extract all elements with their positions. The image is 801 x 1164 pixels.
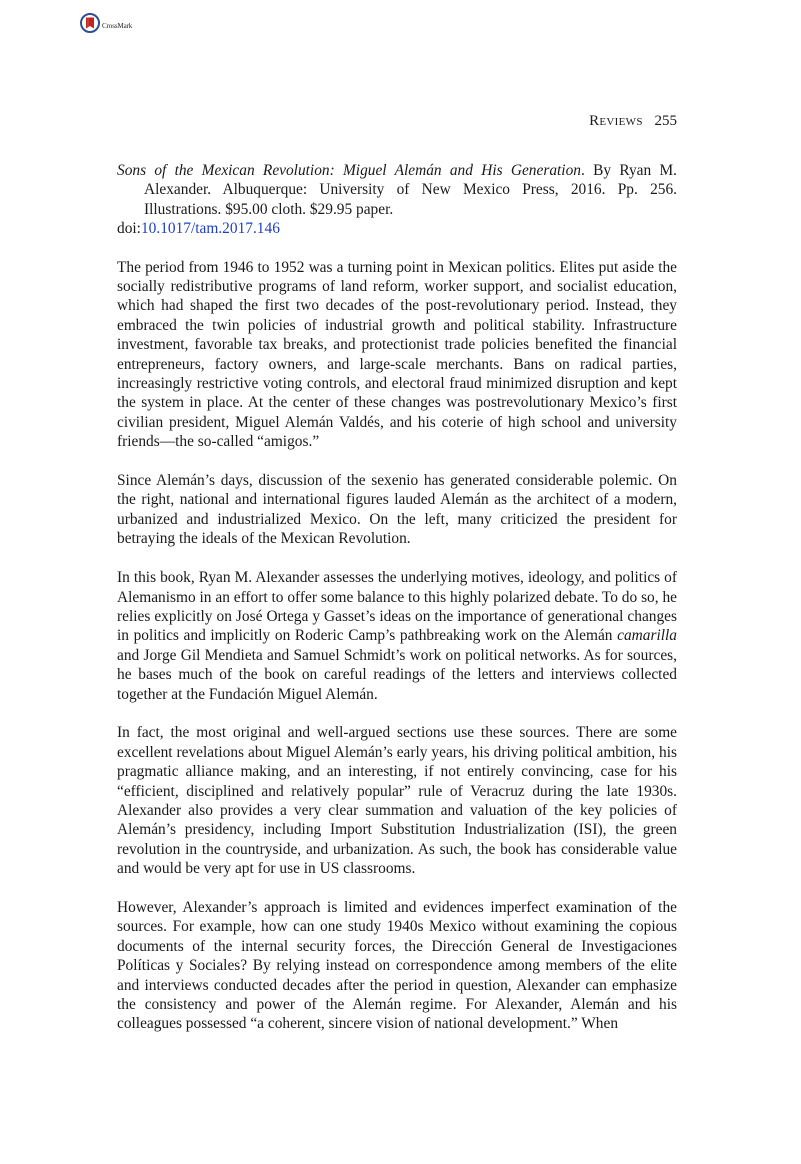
crossmark-badge[interactable]: [80, 13, 132, 38]
book-citation: [117, 161, 677, 239]
citation-details: . By Ryan M. Alexander. Albuquerque: University of New Mexico Press, 2016. Pp. 256. Illustrations. $95.00 cloth. $29.95 paper.: [144, 162, 677, 218]
paragraph-4: In fact, the most original and well-argued sections use these sources. There are some excellent revelations about Miguel Alemán’s early years, his driving political ambition, his pragmatic alliance making, and an interesting, if not entirely convincing, case for his “efficient, disciplined and relatively popular” rule of Veracruz during the late 1930s. Alexander also provides a very clear summation and valuation of the key policies of Alemán’s presidency, including Import Substitution Industrialization (ISI), the green revolution in the countryside, and urbanization. As such, the book has considerable value and would be very apt for use in US classrooms.: [117, 724, 677, 878]
book-title: Sons of the Mexican Revolution: Miguel Alemán and His Generation: [117, 162, 581, 179]
review-content: [117, 161, 677, 1053]
running-head: [589, 113, 677, 130]
page-number: 255: [654, 113, 677, 129]
italic-term: camarilla: [617, 627, 677, 645]
crossmark-icon: [80, 13, 100, 38]
paragraph-5: However, Alexander’s approach is limited and evidences imperfect examination of the sources. For example, how can one study 1940s Mexico without examining the copious documents of the internal security forces, the Dirección General de Investigaciones Políticas y Sociales? By relying instead on correspondence among members of the elite and interviews conducted decades after the period in question, Alexander can emphasize the consistency and power of the Alemán regime. For Alexander, Alemán and his colleagues possessed “a coherent, sincere vision of national development.” When: [117, 898, 677, 1033]
paragraph-2: Since Alemán’s days, discussion of the sexenio has generated considerable polemic. On the right, national and international figures lauded Alemán as the architect of a modern, urbanized and industrialized Mexico. On the left, many criticized the president for betraying the ideals of the Mexican Revolution.: [117, 472, 677, 548]
doi-line: [117, 219, 677, 238]
doi-prefix: doi:: [117, 220, 141, 238]
paragraph-3: [117, 568, 677, 704]
crossmark-label: CrossMark: [102, 21, 133, 30]
paragraph-3-text-a: In this book, Ryan M. Alexander assesses the underlying motives, ideology, and politics of Alemanismo in an effort to offer some balance to this highly polarized debate. To do so, he relies explicitly on José Ortega y Gasset’s ideas on the importance of generational changes in politics and implicitly on Roderic Camp’s pathbreaking work on the Alemán: [117, 569, 677, 645]
doi-link[interactable]: 10.1017/tam.2017.146: [140, 220, 280, 238]
paragraph-1: The period from 1946 to 1952 was a turning point in Mexican politics. Elites put aside the socially redistributive programs of land reform, worker support, and socialist education, which had shaped the first two decades of the post-revolutionary period. Instead, they embraced the twin policies of industrial growth and political stability. Infrastructure investment, favorable tax breaks, and protectionist trade policies benefited the financial entrepreneurs, factory owners, and large-scale merchants. Bans on radical parties, increasingly restrictive voting controls, and electoral fraud minimized disruption and kept the system in place. At the center of these changes was postrevolutionary Mexico’s first civilian president, Miguel Alemán Valdés, and his coterie of high school and university friends—the so-called “amigos.”: [117, 258, 677, 451]
paragraph-3-text-b: and Jorge Gil Mendieta and Samuel Schmidt’s work on political networks. As for sources, he bases much of the book on careful readings of the letters and interviews collected together at the Fundación Miguel Alemán.: [117, 646, 677, 703]
section-title: Reviews: [589, 113, 643, 129]
